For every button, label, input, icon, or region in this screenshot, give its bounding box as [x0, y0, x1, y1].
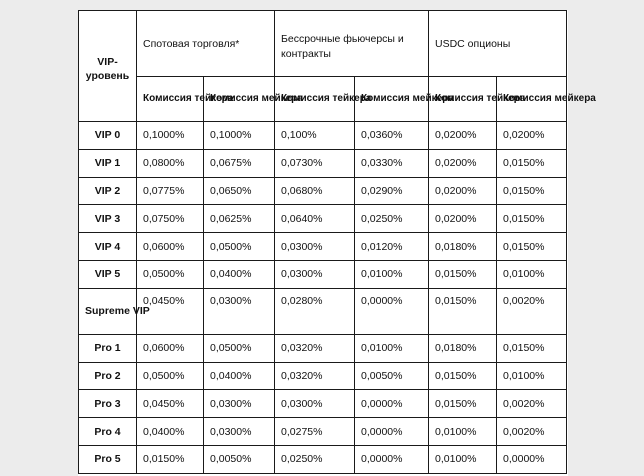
spot-taker-cell: 0,0500%	[137, 362, 204, 390]
perp-taker-cell: 0,0640%	[275, 205, 355, 233]
vip-level-cell: Pro 4	[79, 418, 137, 446]
options-taker-cell: 0,0150%	[429, 260, 497, 288]
perp-maker-cell: 0,0000%	[355, 390, 429, 418]
table-row	[79, 205, 567, 233]
perp-taker-cell: 0,0280%	[275, 288, 355, 334]
options-maker-cell: 0,0150%	[497, 233, 567, 261]
spot-maker-cell: 0,0300%	[204, 390, 275, 418]
perp-maker-cell: 0,0000%	[355, 445, 429, 473]
perp-taker-cell: 0,0320%	[275, 334, 355, 362]
spot-maker-cell: 0,1000%	[204, 122, 275, 150]
perp-maker-cell: 0,0000%	[355, 418, 429, 446]
options-maker-cell: 0,0020%	[497, 418, 567, 446]
vip-fee-table	[78, 10, 596, 474]
perp-maker-cell: 0,0100%	[355, 260, 429, 288]
spot-taker-cell: 0,0600%	[137, 334, 204, 362]
options-maker-cell: 0,0000%	[497, 445, 567, 473]
options-maker-cell: 0,0150%	[497, 334, 567, 362]
spot-maker-header: Комиссия мейкера	[204, 77, 275, 122]
fee-table-page	[78, 10, 596, 476]
perp-taker-cell: 0,0680%	[275, 177, 355, 205]
spot-taker-cell: 0,0800%	[137, 149, 204, 177]
table-row	[79, 390, 567, 418]
spot-taker-cell: 0,0450%	[137, 288, 204, 334]
options-taker-cell: 0,0150%	[429, 288, 497, 334]
perp-maker-header: Комиссия мейкера	[355, 77, 429, 122]
options-taker-cell: 0,0100%	[429, 418, 497, 446]
vip-level-cell: Pro 3	[79, 390, 137, 418]
vip-level-cell: VIP 0	[79, 122, 137, 150]
table-row	[79, 149, 567, 177]
usdc-options-header: USDC опционы	[429, 11, 567, 77]
perp-taker-cell: 0,0250%	[275, 445, 355, 473]
perp-taker-cell: 0,100%	[275, 122, 355, 150]
options-taker-cell: 0,0200%	[429, 177, 497, 205]
vip-level-cell: VIP 3	[79, 205, 137, 233]
table-header-row	[79, 11, 567, 77]
vip-level-cell: VIP 2	[79, 177, 137, 205]
options-taker-cell: 0,0150%	[429, 362, 497, 390]
options-maker-cell: 0,0150%	[497, 205, 567, 233]
spot-taker-header: Комиссия тейкера	[137, 77, 204, 122]
spot-taker-cell: 0,0600%	[137, 233, 204, 261]
options-maker-cell: 0,0200%	[497, 122, 567, 150]
perp-maker-cell: 0,0330%	[355, 149, 429, 177]
vip-level-cell: VIP 1	[79, 149, 137, 177]
spot-maker-cell: 0,0675%	[204, 149, 275, 177]
options-maker-header: Комиссия мейкера	[497, 77, 567, 122]
spot-taker-cell: 0,1000%	[137, 122, 204, 150]
perp-maker-cell: 0,0360%	[355, 122, 429, 150]
spot-maker-cell: 0,0650%	[204, 177, 275, 205]
options-maker-cell: 0,0150%	[497, 177, 567, 205]
options-taker-cell: 0,0180%	[429, 334, 497, 362]
perp-taker-cell: 0,0300%	[275, 233, 355, 261]
vip-level-cell: Pro 1	[79, 334, 137, 362]
perp-taker-cell: 0,0320%	[275, 362, 355, 390]
perp-maker-cell: 0,0250%	[355, 205, 429, 233]
table-row	[79, 445, 567, 473]
table-row	[79, 288, 567, 334]
perp-maker-cell: 0,0100%	[355, 334, 429, 362]
table-row	[79, 260, 567, 288]
options-taker-header: Комиссия тейкера	[429, 77, 497, 122]
spot-taker-cell: 0,0450%	[137, 390, 204, 418]
spot-maker-cell: 0,0300%	[204, 418, 275, 446]
table-subheader-row	[79, 77, 567, 122]
spot-taker-cell: 0,0150%	[137, 445, 204, 473]
spot-taker-cell: 0,0400%	[137, 418, 204, 446]
spot-maker-cell: 0,0400%	[204, 362, 275, 390]
spot-trading-header: Спотовая торговля*	[137, 11, 275, 77]
options-taker-cell: 0,0180%	[429, 233, 497, 261]
vip-level-cell: Pro 2	[79, 362, 137, 390]
options-maker-cell: 0,0150%	[497, 149, 567, 177]
table-row	[79, 362, 567, 390]
spot-maker-cell: 0,0400%	[204, 260, 275, 288]
table-row	[79, 418, 567, 446]
perp-taker-cell: 0,0300%	[275, 260, 355, 288]
perp-maker-cell: 0,0000%	[355, 288, 429, 334]
options-taker-cell: 0,0200%	[429, 149, 497, 177]
vip-level-cell: Supreme VIP	[79, 288, 137, 334]
spot-taker-cell: 0,0500%	[137, 260, 204, 288]
table-row	[79, 233, 567, 261]
options-maker-cell: 0,0020%	[497, 288, 567, 334]
spot-taker-cell: 0,0775%	[137, 177, 204, 205]
vip-level-header: VIP- уровень	[79, 11, 137, 122]
vip-level-cell: VIP 4	[79, 233, 137, 261]
options-maker-cell: 0,0020%	[497, 390, 567, 418]
spot-maker-cell: 0,0625%	[204, 205, 275, 233]
options-taker-cell: 0,0100%	[429, 445, 497, 473]
perpetual-futures-header: Бессрочные фьючерсы и контракты	[275, 11, 429, 77]
perp-maker-cell: 0,0290%	[355, 177, 429, 205]
options-maker-cell: 0,0100%	[497, 260, 567, 288]
perp-maker-cell: 0,0120%	[355, 233, 429, 261]
spot-maker-cell: 0,0500%	[204, 334, 275, 362]
vip-level-cell: Pro 5	[79, 445, 137, 473]
options-maker-cell: 0,0100%	[497, 362, 567, 390]
table-row	[79, 334, 567, 362]
spot-maker-cell: 0,0050%	[204, 445, 275, 473]
perp-taker-cell: 0,0300%	[275, 390, 355, 418]
perp-taker-header: Комиссия тейкера	[275, 77, 355, 122]
perp-taker-cell: 0,0730%	[275, 149, 355, 177]
perp-taker-cell: 0,0275%	[275, 418, 355, 446]
table-row	[79, 177, 567, 205]
options-taker-cell: 0,0150%	[429, 390, 497, 418]
spot-taker-cell: 0,0750%	[137, 205, 204, 233]
spot-maker-cell: 0,0300%	[204, 288, 275, 334]
vip-level-cell: VIP 5	[79, 260, 137, 288]
options-taker-cell: 0,0200%	[429, 205, 497, 233]
spot-maker-cell: 0,0500%	[204, 233, 275, 261]
perp-maker-cell: 0,0050%	[355, 362, 429, 390]
table-row	[79, 122, 567, 150]
options-taker-cell: 0,0200%	[429, 122, 497, 150]
